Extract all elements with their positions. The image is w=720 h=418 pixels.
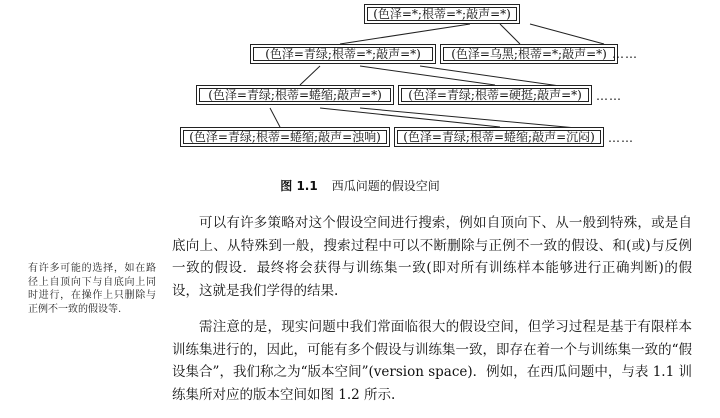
hypothesis-l1-left: (色泽=青绿;根蒂=*;敲声=*)	[250, 44, 436, 64]
paragraph-search-strategies	[172, 212, 692, 302]
edge-l1-l2-left	[300, 66, 320, 85]
figure-caption-text: 西瓜问题的假设空间	[331, 179, 440, 193]
hypothesis-l3-left: (色泽=青绿;根蒂=蜷缩;敲声=浊响)	[180, 127, 390, 147]
edge-root-l1-left	[340, 24, 470, 44]
hypothesis-root: (色泽=*;根蒂=*;敲声=*)	[364, 4, 520, 24]
ellipsis-l1: ……	[612, 47, 638, 61]
hypothesis-l1-right: (色泽=乌黑;根蒂=*;敲声=*)	[440, 44, 618, 64]
figure-caption	[0, 177, 720, 194]
edge-l2-l3-left	[270, 108, 280, 127]
paragraph-2-text: 需注意的是，现实问题中我们常面临很大的假设空间，但学习过程是基于有限样本训练集进行的，因此，可能有多个假设与训练集一致，即存在着一个与训练集一致的“假设集合”，我们称之为“版本空间”(version space)．例如，在西瓜问题中，与表 1.1 训练集所对应的版本空间如图 1.2 所示.	[172, 319, 692, 403]
edge-l2-l3-right	[320, 108, 500, 127]
paragraph-version-space	[172, 316, 692, 406]
ellipsis-l3: ……	[608, 131, 634, 145]
edge-root-l1-right	[500, 24, 520, 44]
ellipsis-l2: ……	[596, 89, 622, 103]
paragraph-1-text: 可以有许多策略对这个假设空间进行搜索，例如自顶向下、从一般到特殊，或是自底向上、从特殊到一般，搜索过程中可以不断删除与正例不一致的假设、和(或)与反例一致的假设．最终将会获得与训练集一致(即对所有训练样本能够进行正确判断)的假设，这就是我们学得的结果.	[172, 215, 692, 299]
figure-number: 图 1.1	[280, 179, 318, 193]
margin-note: 有许多可能的选择，如在路径上自顶向下与自底向上同时进行，在操作上只删除与正例不一致的假设等.	[28, 263, 156, 315]
hypothesis-l2-right: (色泽=青绿;根蒂=硬挺;敲声=*)	[398, 85, 592, 105]
hypothesis-l2-left: (色泽=青绿;根蒂=蜷缩;敲声=*)	[196, 85, 394, 105]
hypothesis-l3-right: (色泽=青绿;根蒂=蜷缩;敲声=沉闷)	[394, 127, 604, 147]
edge-root-l1-more	[530, 24, 604, 44]
edge-l1-l2-right	[360, 66, 495, 85]
hypothesis-space-figure	[0, 0, 720, 200]
